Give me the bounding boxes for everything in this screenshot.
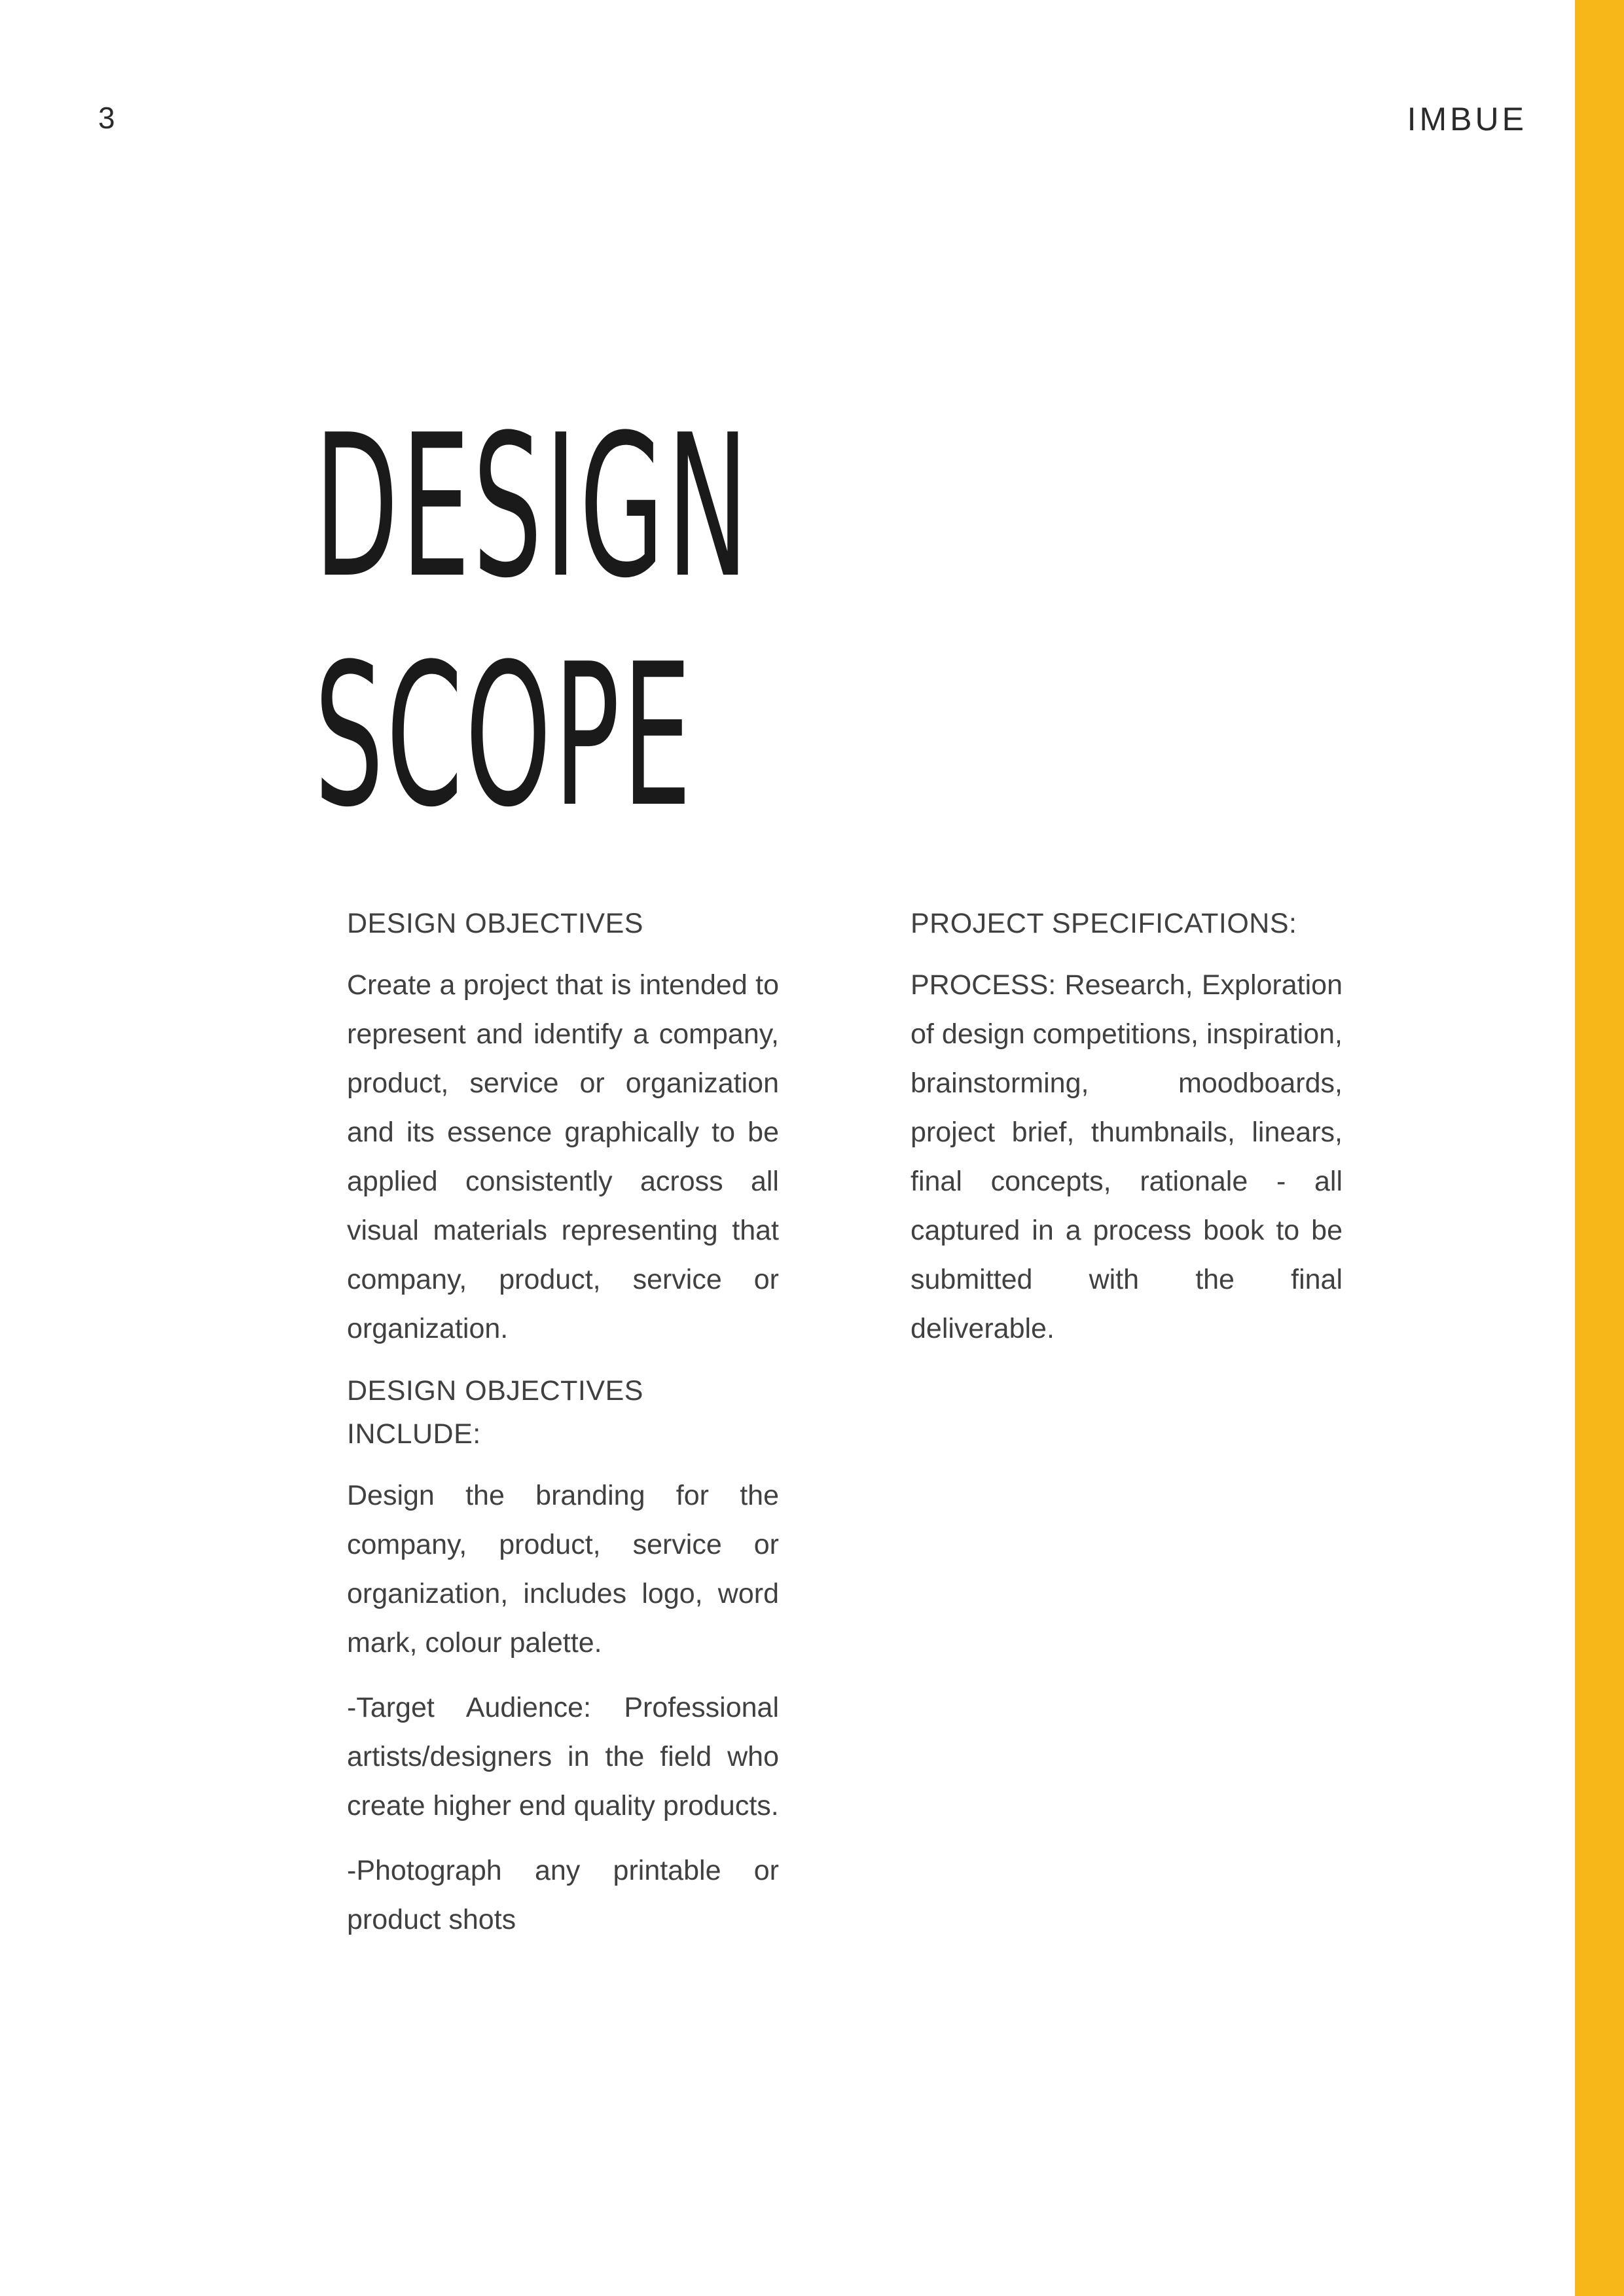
page-title-line-1: DESIGN: [314, 393, 751, 621]
page-title-line-2: SCOPE: [314, 622, 695, 850]
branding-text: Design the branding for the company, product, service or organization, includes logo, word mark, colour palette.: [347, 1480, 779, 1659]
page-number: 3: [98, 101, 115, 135]
design-objectives-heading: DESIGN OBJECTIVES: [347, 908, 643, 939]
process-text: PROCESS: Research, Exploration of design competitions, inspiration, brainstorming, moodboards, project brief, thumbnails, linears, final concepts, rationale - all captured in a process book to be submitted with the final deliverable.: [911, 969, 1343, 1344]
page-title: [314, 393, 751, 851]
brand-name: IMBUE: [1407, 101, 1527, 137]
target-audience-text: -Target Audience: Professional artists/designers in the field who create higher end quality products.: [347, 1692, 779, 1821]
project-specifications-heading: PROJECT SPECIFICATIONS:: [911, 908, 1297, 939]
project-specifications-column: [911, 902, 1343, 1369]
design-objectives-text: Create a project that is intended to represent and identify a company, product, service or organization and its essence graphically to be applied consistently across all visual materials representing that company, product, service or organization.: [347, 969, 779, 1344]
photograph-text: -Photograph any printable or product shots: [347, 1855, 779, 1935]
accent-side-bar: [1575, 0, 1624, 2296]
design-objectives-column: [347, 902, 779, 1960]
design-objectives-include-heading: DESIGN OBJECTIVES INCLUDE:: [347, 1375, 643, 1450]
